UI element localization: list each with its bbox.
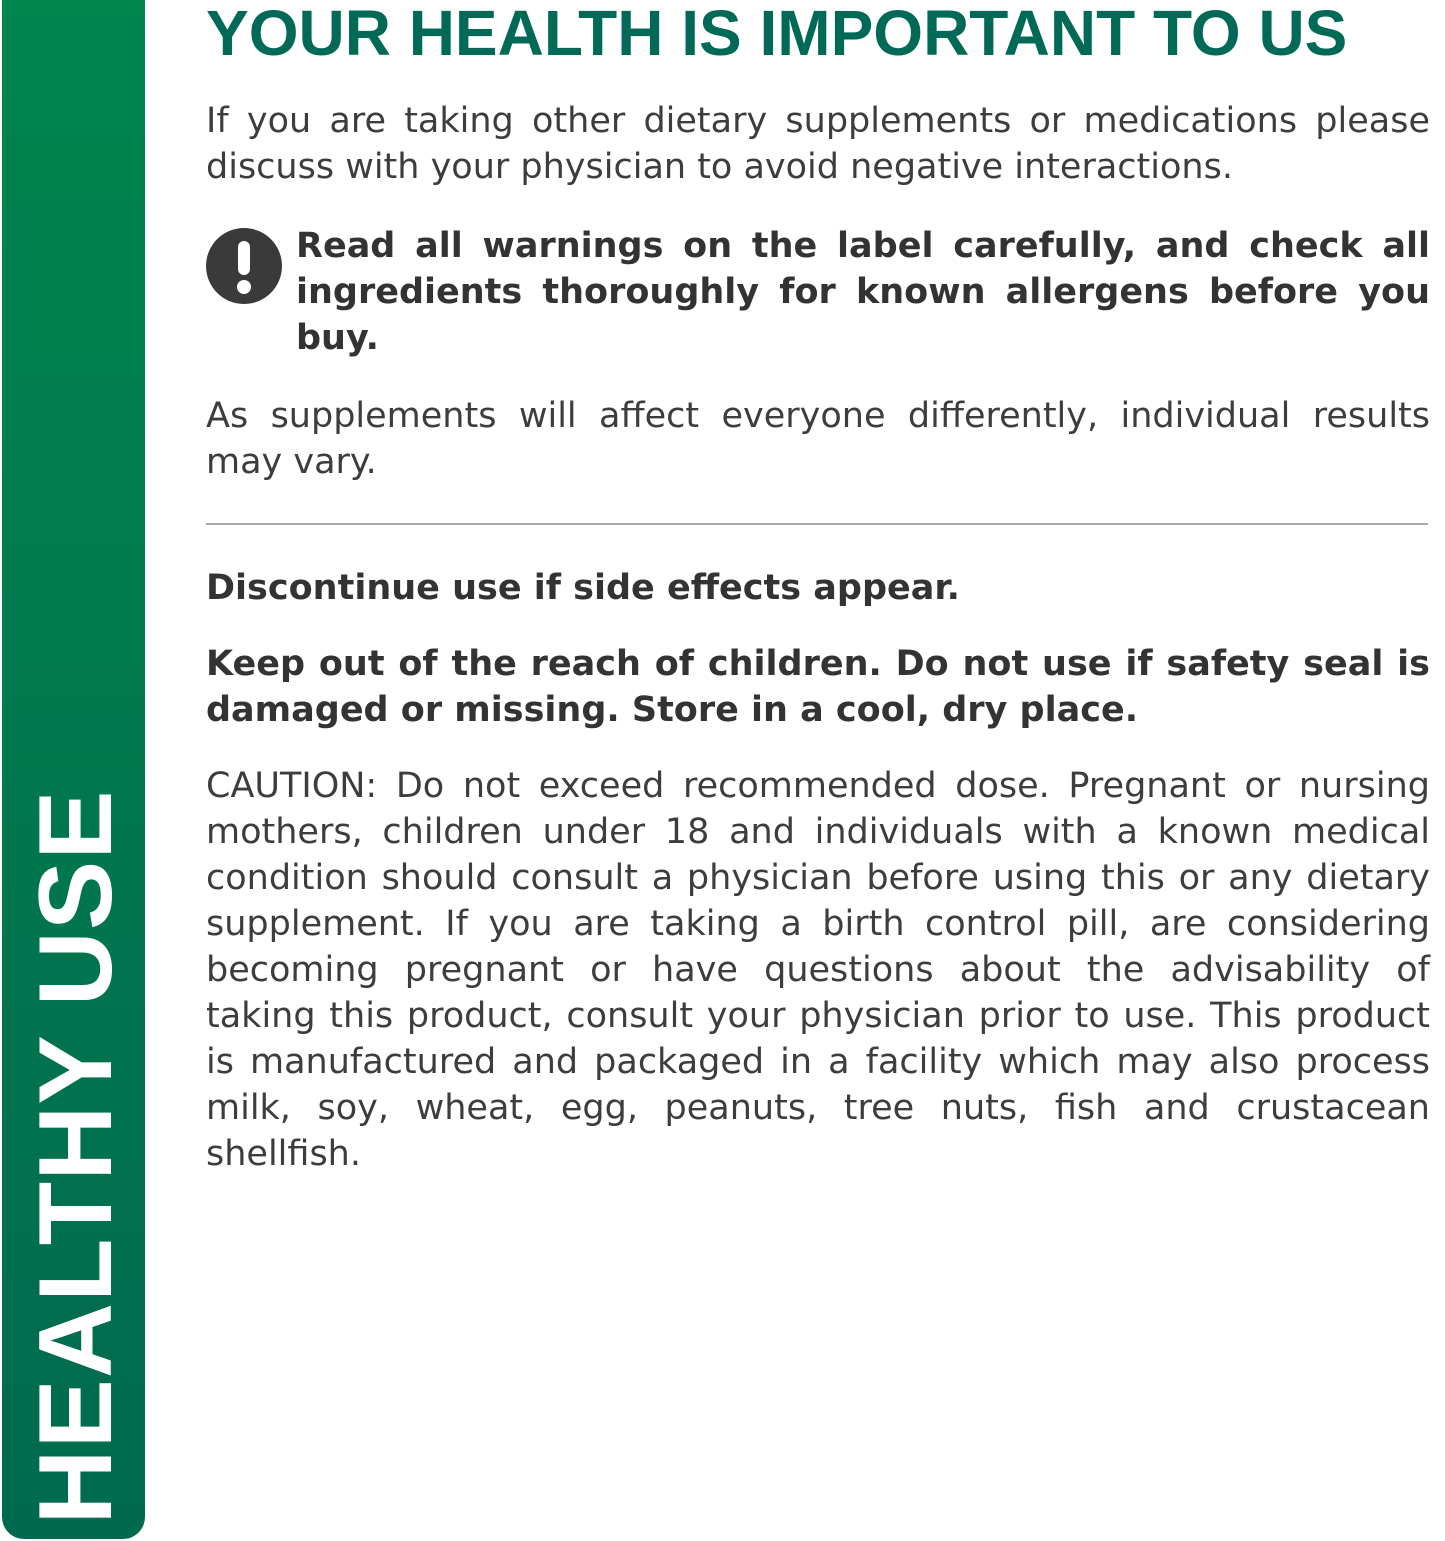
- storage-notice: Keep out of the reach of children. Do not use if safety seal is damaged or missing. Store in a cool, dry place.: [206, 644, 1430, 730]
- warning-callout: [206, 223, 1430, 361]
- page-headline: YOUR HEALTH IS IMPORTANT TO US: [206, 0, 1348, 69]
- section-divider: [206, 523, 1428, 525]
- side-banner-label: HEALTHY USE: [18, 789, 134, 1525]
- content-column: [206, 0, 1430, 1177]
- exclamation-circle-icon: [206, 228, 282, 304]
- intro-paragraph: If you are taking other dietary supplements or medications please discuss with your physician to avoid negative interactions.: [206, 101, 1430, 187]
- results-paragraph: As supplements will affect everyone differently, individual results may vary.: [206, 396, 1430, 482]
- discontinue-notice: Discontinue use if side effects appear.: [206, 568, 960, 608]
- side-banner: [2, 0, 145, 1539]
- warning-text: Read all warnings on the label carefully, and check all ingredients thoroughly for known allergens before you buy.: [296, 226, 1430, 358]
- caution-paragraph: CAUTION: Do not exceed recommended dose. Pregnant or nursing mothers, children under 18 and individuals with a known medical condition should consult a physician before using this or any dietary supplement. If you are taking a birth control pill, are considering becoming pregnant or have questions about the advisability of taking this product, consult your physician prior to use. This product is manufactured and packaged in a facility which may also process milk, soy, wheat, egg, peanuts, tree nuts, fish and crustacean shellfish.: [206, 766, 1430, 1174]
